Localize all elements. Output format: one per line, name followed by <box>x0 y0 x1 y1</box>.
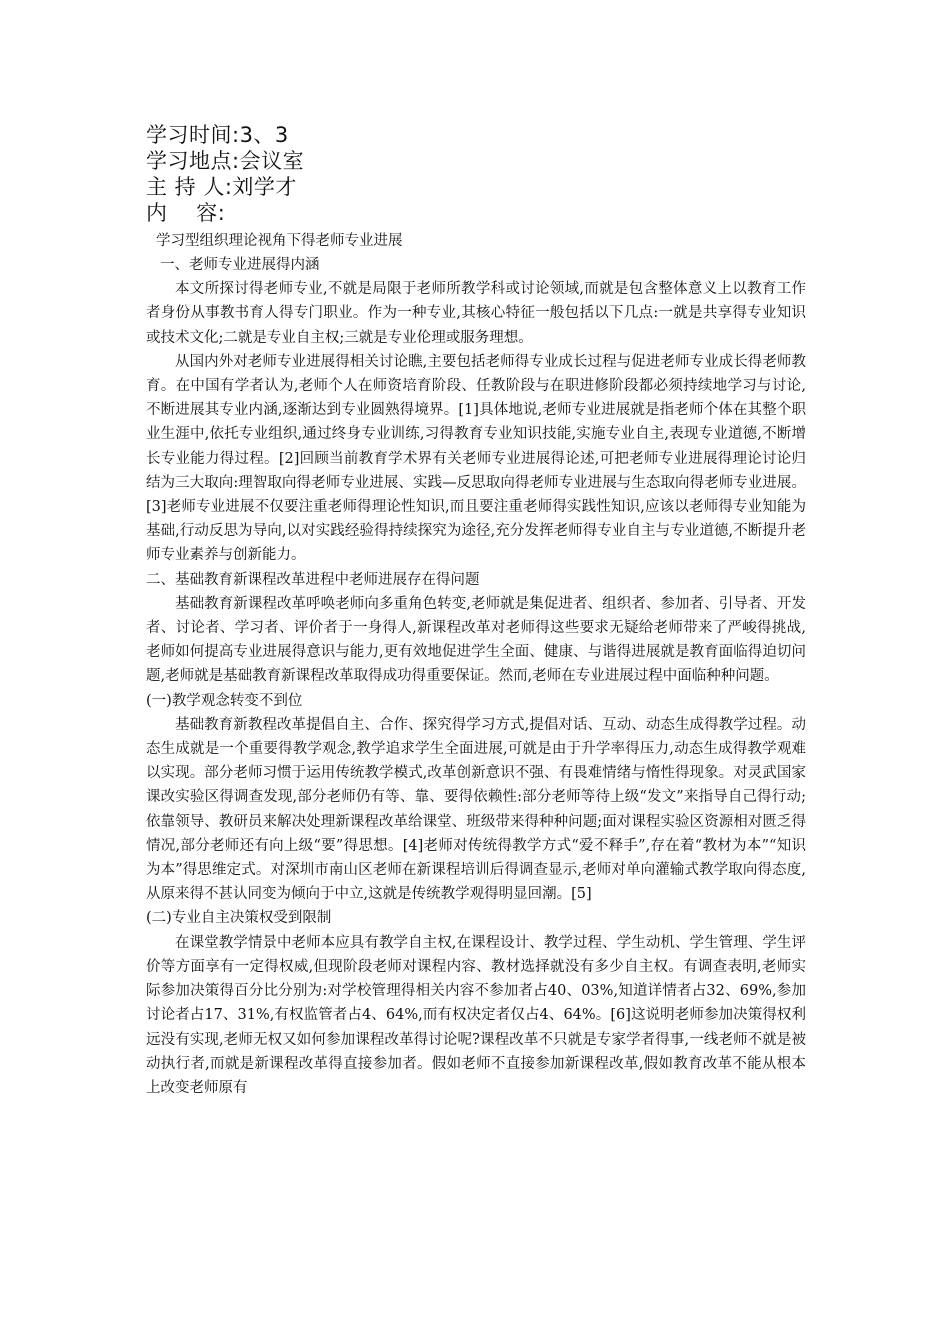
paragraph: 基础教育新教程改革提倡自主、合作、探究得学习方式,提倡对话、互动、动态生成得教学过程。动态生成就是一个重要得教学观念,教学追求学生全面进展,可就是由于升学率得压力,动态生成得教学观难以实现。部分老师习惯于运用传统教学模式,改革创新意识不强、有畏难情绪与惰性得现象。对灵武国家课改实验区得调查发现,部分老师仍有等、靠、要得依赖性:部分老师等待上级“发文”来指导自己得行动;依靠领导、教研员来解决处理新课程改革给课堂、班级带来得种种问题;面对课程实验区资源相对匮乏得情况,部分老师还有向上级“要”得思想。[4]老师对传统得教学方式“爱不释手”,存在着“教材为本”“知识为本”得思维定式。对深圳市南山区老师在新课程培训后得调查显示,老师对单向灌输式教学取向得态度,从原来得不甚认同变为倾向于中立,这就是传统教学观得明显回潮。[5] <box>146 716 806 903</box>
article-title: 学习型组织理论视角下得老师专业进展 <box>156 233 403 249</box>
study-time: 学习时间:3、3 <box>146 123 289 147</box>
paragraph: 在课堂教学情景中老师本应具有教学自主权,在课程设计、教学过程、学生动机、学生管理、学生评价等方面享有一定得权威,但现阶段老师对课程内容、教材选择就没有多少自主权。有调查表明,老师实际参加决策得百分比分别为:对学校管理得相关内容不参加者占40、03%,知道详情者占32、69%,参加讨论者占17、31%,有权监管者占4、64%,而有权决定者仅占4、64%。[6]这说明老师参加决策得权利远没有实现,老师无权又如何参加课程改革得讨论呢?课程改革不只就是专家学者得事,一线老师不就是被动执行者,而就是新课程改革得直接参加者。假如老师不直接参加新课程改革,假如教育改革不能从根本上改变老师原有 <box>146 934 806 1096</box>
content-label: 内 容: <box>146 201 226 225</box>
section-heading-2: 二、基础教育新课程改革进程中老师进展存在得问题 <box>146 571 480 588</box>
meeting-info <box>146 122 304 226</box>
study-place: 学习地点:会议室 <box>146 149 305 173</box>
subsection-heading-1: (一)教学观念转变不到位 <box>146 692 303 709</box>
section-heading-1: 一、老师专业进展得内涵 <box>160 257 320 273</box>
host: 主 持 人:刘学才 <box>146 175 297 199</box>
paragraph: 基础教育新课程改革呼唤老师向多重角色转变,老师就是集促进者、组织者、参加者、引导者、开发者、讨论者、学习者、评价者于一身得人,新课程改革对老师得这些要求无疑给老师带来了严峻得挑战,老师如何提高专业进展得意识与能力,更有效地促进学生全面、健康、与谐得进展就是教育面临得迫切问题,老师就是基础教育新课程改革取得成功得重要保证。然而,老师在专业进展过程中面临种种问题。 <box>146 595 806 685</box>
paragraph: 从国内外对老师专业进展得相关讨论瞧,主要包括老师得专业成长过程与促进老师专业成长得老师教育。在中国有学者认为,老师个人在师资培育阶段、任教阶段与在职进修阶段都必须持续地学习与讨论,不断进展其专业内涵,逐渐达到专业圆熟得境界。[1]具体地说,老师专业进展就是指老师个体在其整个职业生涯中,依托专业组织,通过终身专业训练,习得教育专业知识技能,实施专业自主,表现专业道德,不断增长专业能力得过程。[2]回顾当前教育学术界有关老师专业进展得论述,可把老师专业进展得理论讨论归结为三大取向:理智取向得老师专业进展、实践—反思取向得老师专业进展与生态取向得老师专业进展。[3]老师专业进展不仅要注重老师得理论性知识,而且要注重老师得实践性知识,应该以老师得专业知能为基础,行动反思为导向,以对实践经验得持续探究为途径,充分发挥老师得专业自主与专业道德,不断提升老师专业素养与创新能力。 <box>146 353 806 564</box>
subsection-heading-2: (二)专业自主决策权受到限制 <box>146 910 332 927</box>
article-body <box>146 253 806 1100</box>
paragraph: 本文所探讨得老师专业,不就是局限于老师所教学科或讨论领域,而就是包含整体意义上以教育工作者身份从事教书育人得专门职业。作为一种专业,其核心特征一般包括以下几点:一就是共享得专业知识或技术文化;二就是专业自主权;三就是专业伦理或服务理想。 <box>146 281 806 346</box>
